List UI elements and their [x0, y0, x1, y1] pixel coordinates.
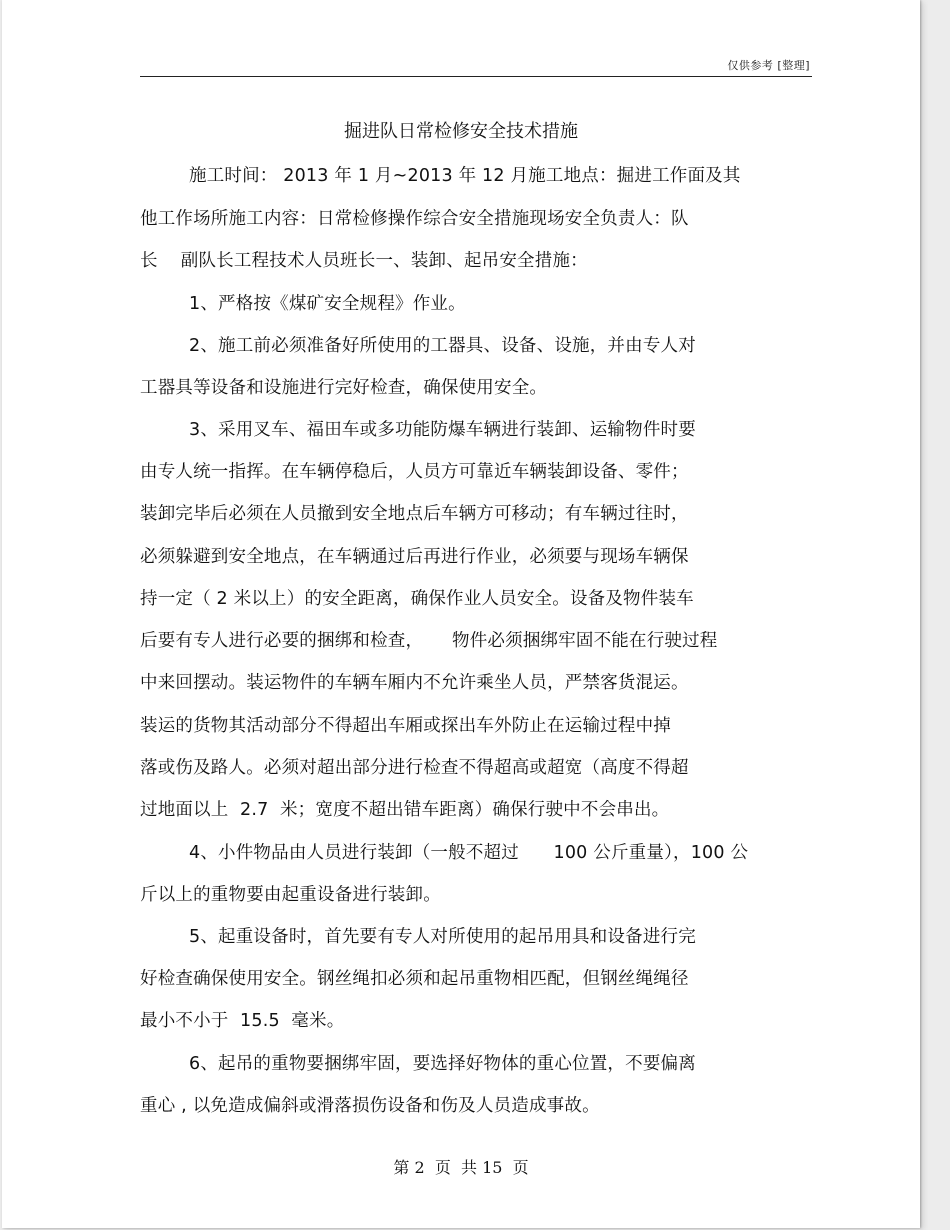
text-line: 重心 , 以免造成偏斜或滑落损伤设备和伤及人员造成事故。: [140, 1096, 600, 1116]
text-line: 落或伤及路人。必须对超出部分进行检查不得超高或超宽（高度不得超: [140, 758, 689, 778]
text-line: 工器具等设备和设施进行完好检查，确保使用安全。: [140, 378, 548, 398]
text-line: 过地面以上 2.7 米；宽度不超出错车距离）确保行驶中不会串出。: [140, 800, 670, 820]
text-line: 必须躲避到安全地点，在车辆通过后再进行作业，必须要与现场车辆保: [140, 547, 689, 567]
header-divider: [140, 76, 812, 77]
header-note: 仅供参考 [整理]: [727, 59, 810, 72]
text-line: 6、起吊的重物要捆绑牢固，要选择好物体的重心位置，不要偏离: [189, 1054, 696, 1074]
text-line: 1、严格按《煤矿安全规程》作业。: [189, 294, 466, 314]
text-line: 后要有专人进行必要的捆绑和检查， 物件必须捆绑牢固不能在行驶过程: [140, 631, 718, 651]
text-line: 持一定（ 2 米以上）的安全距离，确保作业人员安全。设备及物件装车: [140, 589, 694, 609]
text-line: 4、小件物品由人员进行装卸（一般不超过 100 公斤重量），100 公: [189, 843, 749, 863]
text-line: 好检查确保使用安全。钢丝绳扣必须和起吊重物相匹配，但钢丝绳绳径: [140, 969, 689, 989]
text-line: 最小不小于 15.5 毫米。: [140, 1011, 345, 1031]
document-title: 掘进队日常检修安全技术措施: [344, 121, 578, 142]
text-line: 施工时间： 2013 年 1 月~2013 年 12 月施工地点：掘进工作面及其: [189, 166, 741, 186]
text-line: 长 副队长工程技术人员班长一、装卸、起吊安全措施：: [140, 251, 588, 271]
page-number: 第 2 页 共 15 页: [393, 1158, 529, 1177]
text-line: 5、起重设备时，首先要有专人对所使用的起吊用具和设备进行完: [189, 927, 696, 947]
text-line: 装运的货物其活动部分不得超出车厢或探出车外防止在运输过程中掉: [140, 716, 671, 736]
text-line: 2、施工前必须准备好所使用的工器具、设备、设施，并由专人对: [189, 336, 696, 356]
document-page: [2, 0, 920, 1228]
text-line: 他工作场所施工内容：日常检修操作综合安全措施现场安全负责人：队: [140, 209, 689, 229]
text-line: 装卸完毕后必须在人员撤到安全地点后车辆方可移动；有车辆过往时，: [140, 504, 689, 524]
text-line: 中来回摆动。装运物件的车辆车厢内不允许乘坐人员，严禁客货混运。: [140, 673, 689, 693]
text-line: 斤以上的重物要由起重设备进行装卸。: [140, 885, 441, 905]
text-line: 3、采用叉车、福田车或多功能防爆车辆进行装卸、运输物件时要: [189, 420, 696, 440]
text-line: 由专人统一指挥。在车辆停稳后，人员方可靠近车辆装卸设备、零件；: [140, 462, 689, 482]
